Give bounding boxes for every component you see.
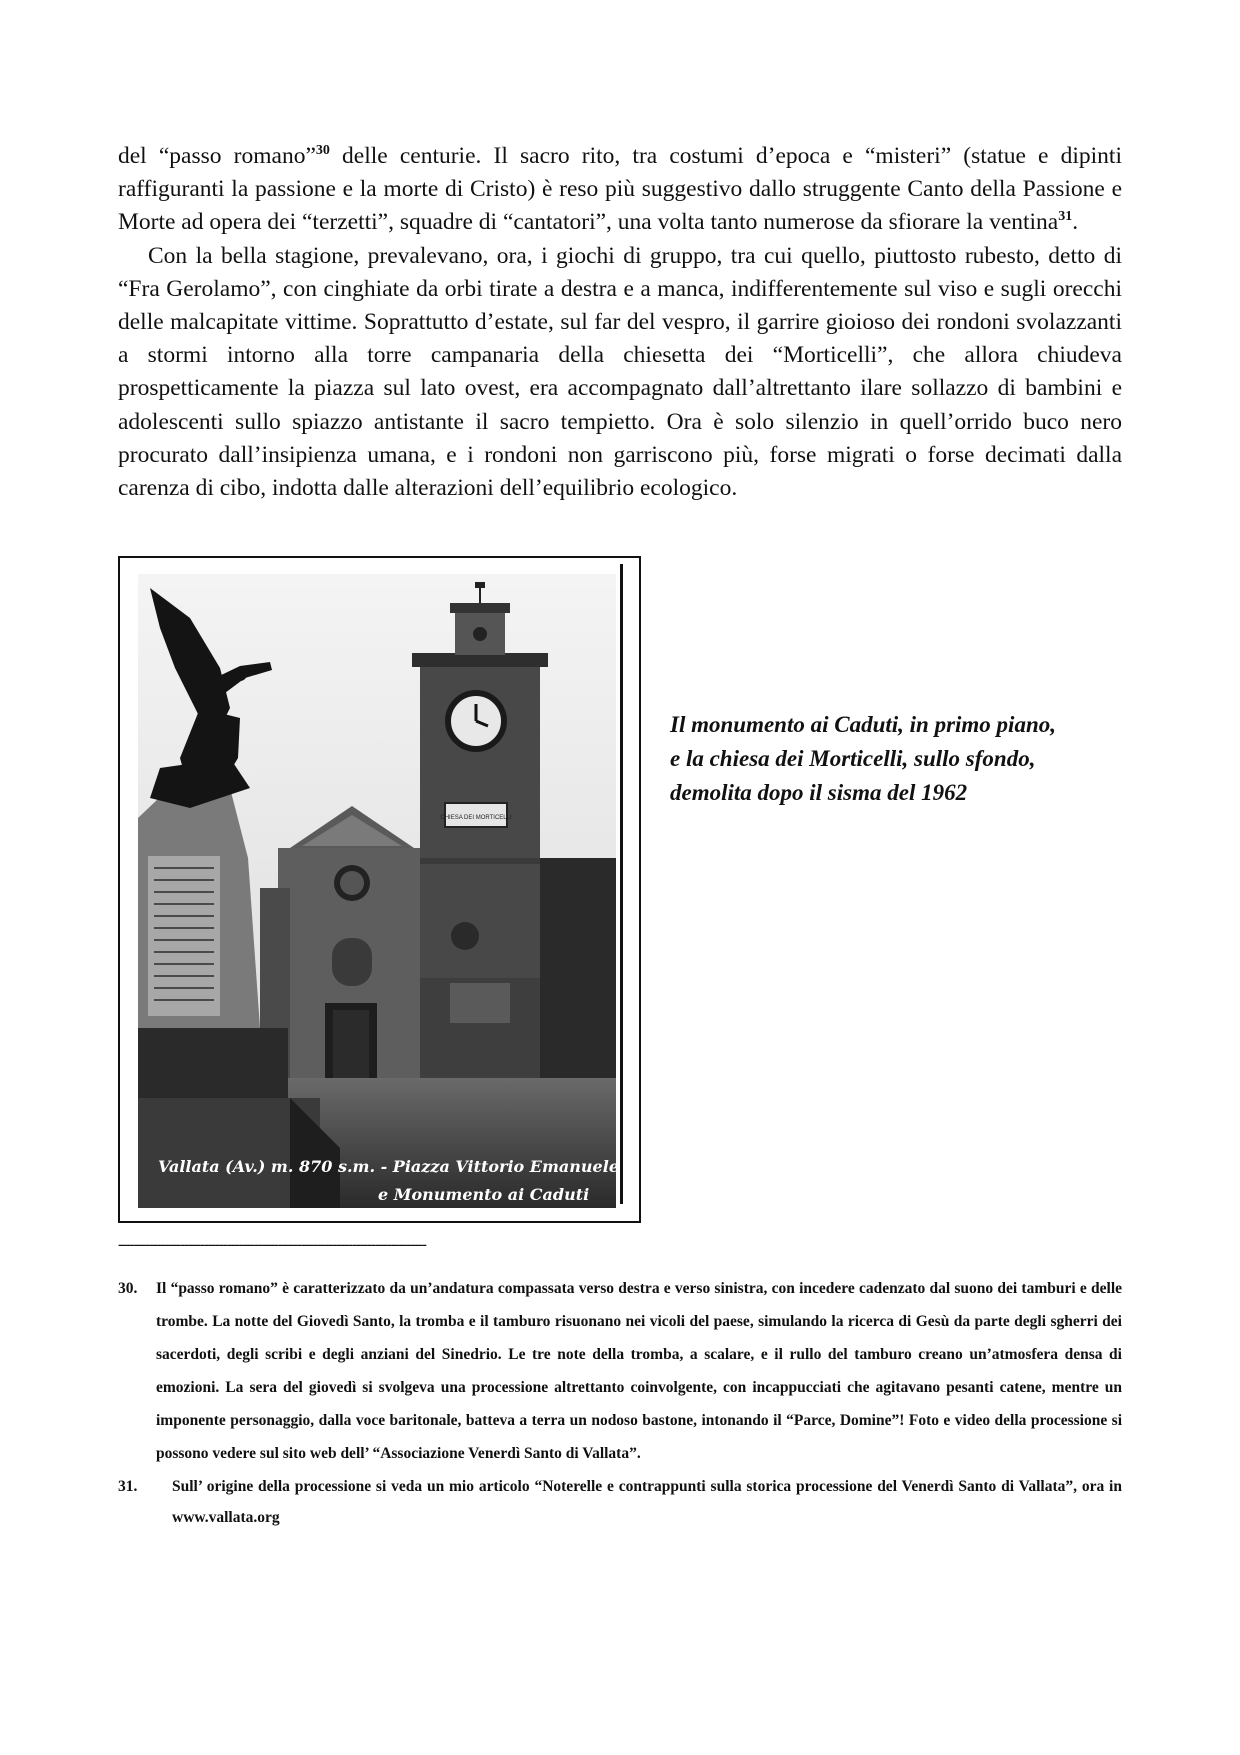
print-edge-line bbox=[620, 564, 623, 1204]
paragraph-1-part-b: delle centurie. Il sacro rito, tra costumi d’epoca e “misteri” (statue e dipinti raffiguranti la passione e la morte di Cristo) è reso più suggestivo dallo struggente Canto della Passione e Morte ad opera dei “terzetti”, squadre di “cantatori”, una volta tanto numerose da sfiorare la ventina bbox=[118, 143, 1122, 236]
caption-line-3: demolita dopo il sisma del 1962 bbox=[670, 780, 968, 805]
footnote-ref-30[interactable]: 30 bbox=[315, 143, 330, 158]
footnote-30 bbox=[118, 1272, 1122, 1470]
paragraph-2: Con la bella stagione, prevalevano, ora, i giochi di gruppo, tra cui quello, piuttosto rubesto, detto di “Fra Gerolamo”, con cinghiate da orbi tirate a destra e a manca, indifferentemente sul viso e sugli orecchi delle malcapitate vittime. Soprattutto d’estate, sul far del vespro, il garrire gioioso dei rondoni svolazzanti a stormi intorno alla torre campanaria della chiesetta dei “Morticelli”, che allora chiudeva prospetticamente la piazza sul lato ovest, era accompagnato dall’altrettanto ilare sollazzo di bambini e adolescenti sullo spiazzo antistante il sacro tempietto. Ora è solo silenzio in quell’orrido buco nero procurato dall’insipienza umana, e i rondoni non garriscono più, forse migrati o forse decimati dalla carenza di cibo, indotta dalle alterazioni dell’equilibrio ecologico. bbox=[118, 242, 1122, 502]
body-text bbox=[118, 140, 1122, 505]
photo-inscription-line-2: e Monumento ai Caduti bbox=[378, 1185, 590, 1204]
photo-figure bbox=[118, 556, 641, 1223]
historic-photo bbox=[120, 558, 639, 1221]
photo-inscription-line-1: Vallata (Av.) m. 870 s.m. - Piazza Vittorio Emanuele bbox=[158, 1157, 619, 1176]
footnote-number: 31. bbox=[118, 1478, 138, 1495]
bell-icon bbox=[473, 627, 487, 641]
caption-line-1: Il monumento ai Caduti, in primo piano, bbox=[670, 712, 1056, 737]
paragraph-1-part-a: del “passo romano” bbox=[118, 143, 316, 169]
footnote-number: 30. bbox=[118, 1280, 138, 1297]
side-building bbox=[540, 858, 616, 1093]
footnote-ref-31[interactable]: 31 bbox=[1058, 209, 1073, 225]
bell-tower bbox=[412, 582, 548, 1098]
footnotes bbox=[118, 1272, 1122, 1533]
photo-caption bbox=[670, 708, 1110, 810]
footnote-separator: ------------------------------------------------------------------------------- bbox=[118, 1237, 426, 1253]
caption-line-2: e la chiesa dei Morticelli, sullo sfondo, bbox=[670, 746, 1036, 771]
tower-plaque-text: CHIESA DEI MORTICELLI bbox=[440, 815, 512, 821]
paragraph-1 bbox=[118, 140, 1122, 240]
paragraph-1-part-c: . bbox=[1072, 209, 1079, 236]
footnote-text: Sull’ origine della processione si veda un mio articolo “Noterelle e contrappunti sulla storica processione del Venerdì Santo di Vallata”, ora in www.vallata.org bbox=[172, 1478, 1122, 1526]
footnote-31 bbox=[118, 1471, 1122, 1533]
footnote-text: Il “passo romano” è caratterizzato da un’andatura compassata verso destra e verso sinistra, con incedere cadenzato dal suono dei tamburi e delle trombe. La notte del Giovedì Santo, la tromba e il tamburo risuonano nei vicoli del paese, simulando la ricerca di Gesù da parte degli sgherri dei sacerdoti, degli scribi e degli anziani del Sinedrio. Le tre note della tromba, a scalare, e il rullo del tamburo creano un’atmosfera densa di emozioni. La sera del giovedì si svolgeva una processione altrettanto coinvolgente, con incappucciati che agitavano pesanti catene, mentre un imponente personaggio, dalla voce baritonale, batteva a terra un nodoso bastone, intonando il “Parce, Domine”! Foto e video della processione si possono vedere sul sito web dell’ “Associazione Venerdì Santo di Vallata”. bbox=[156, 1280, 1122, 1462]
